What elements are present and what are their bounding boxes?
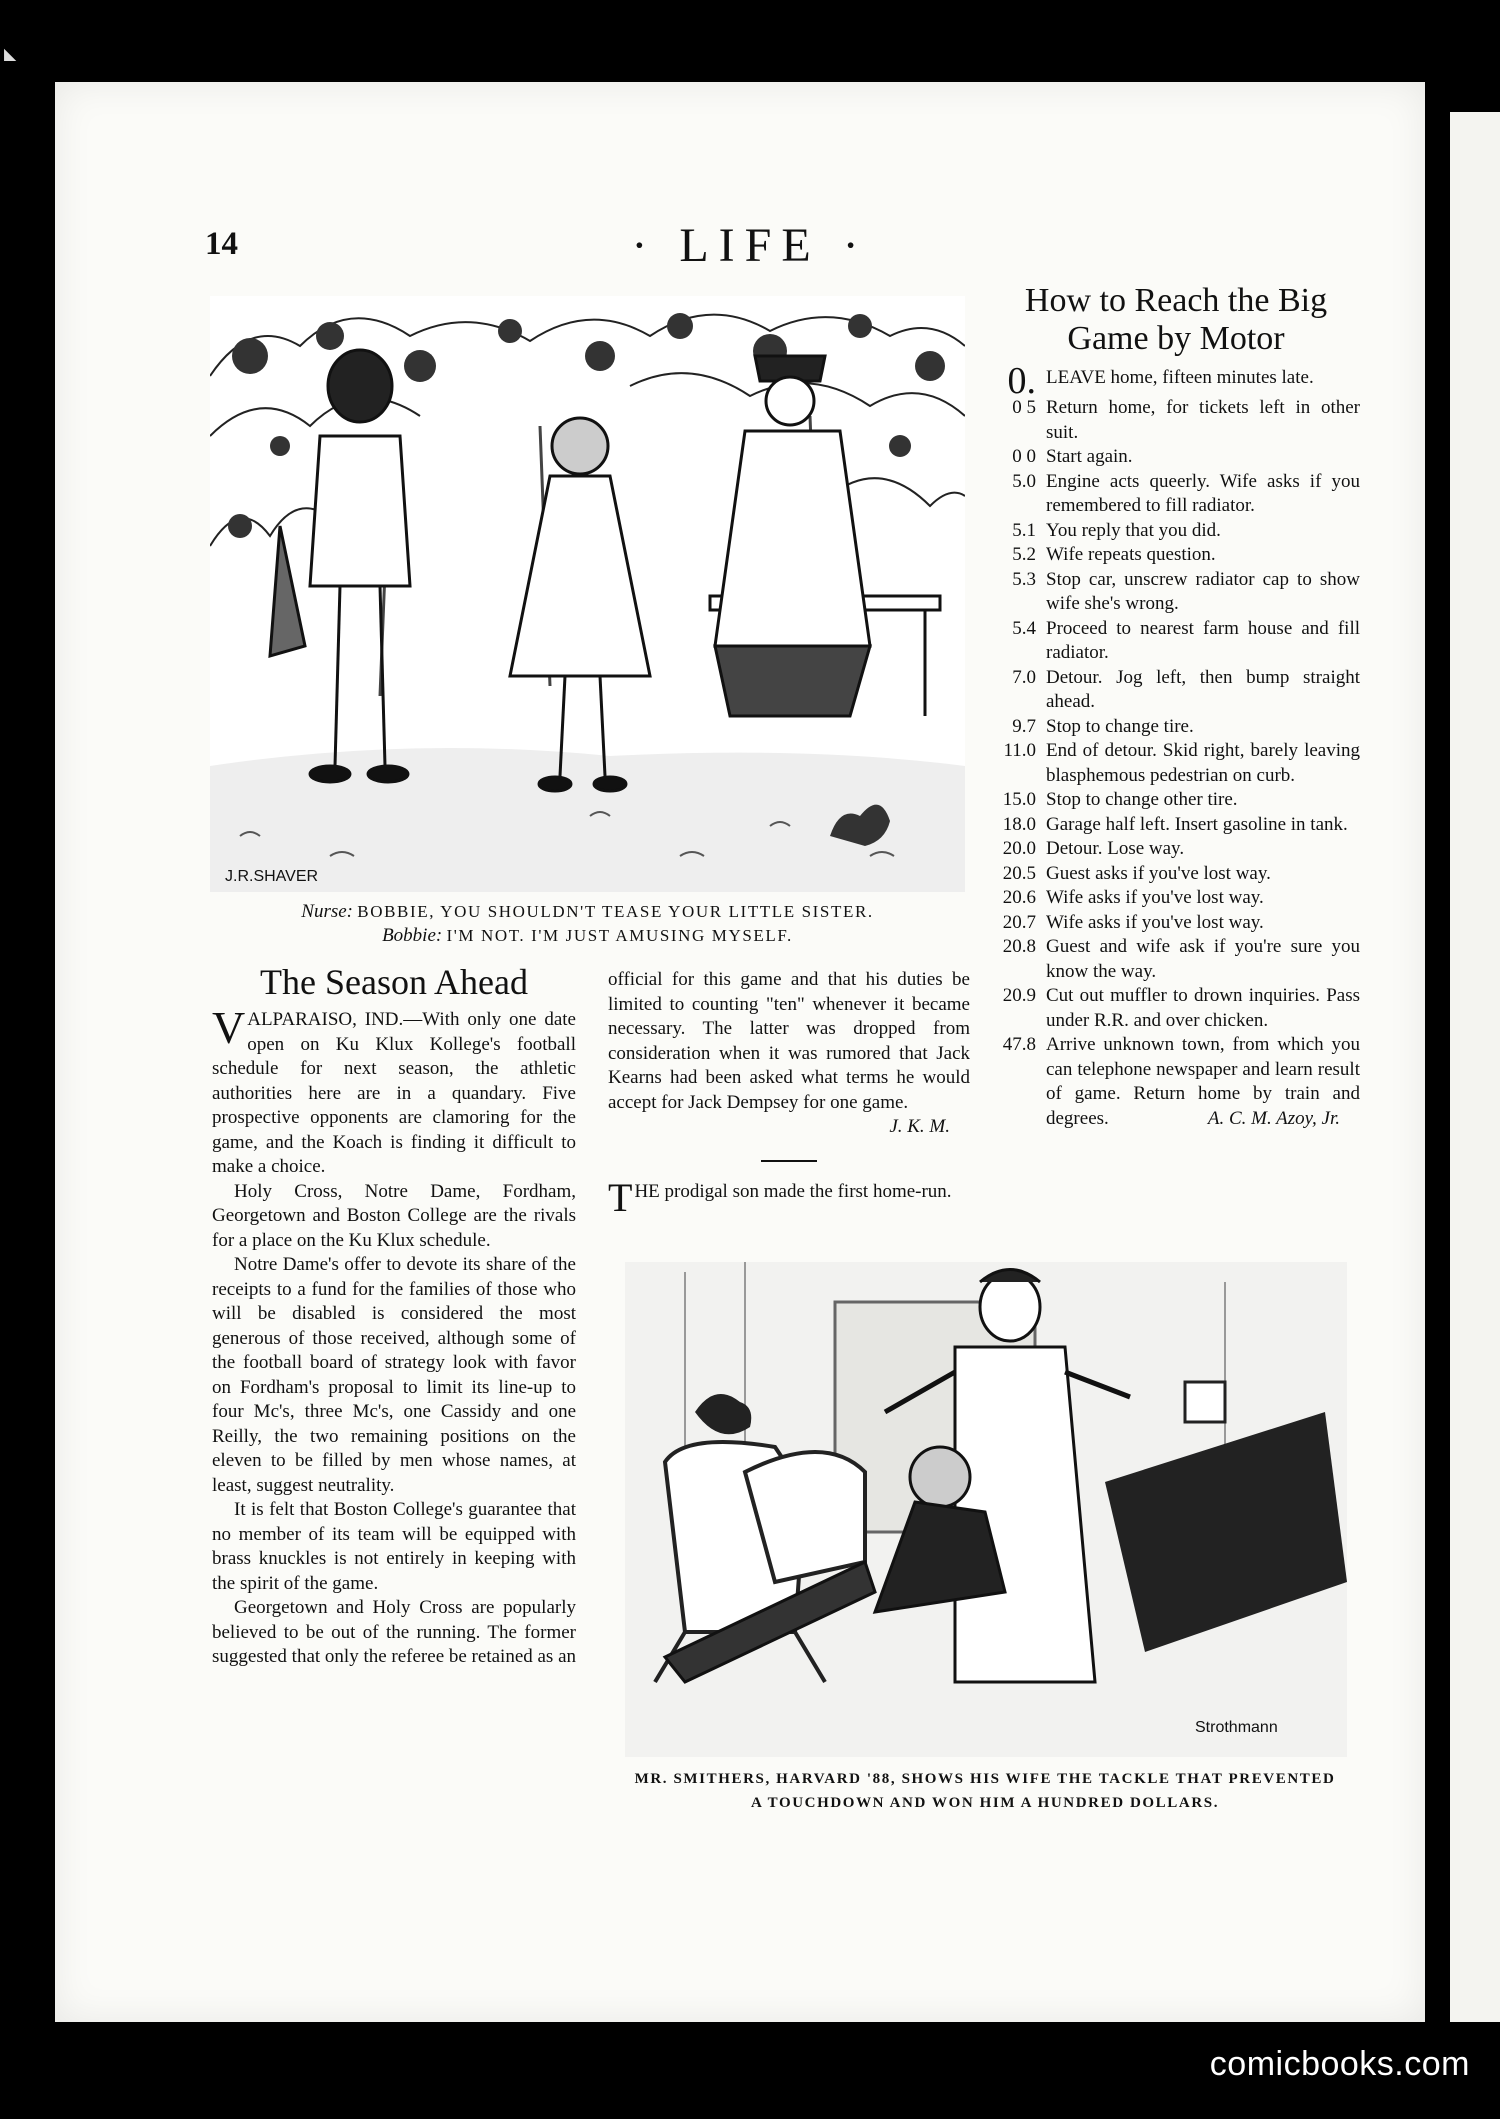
log-entry-text: Detour. Lose way.	[1046, 838, 1185, 859]
log-entry-text: Wife repeats question.	[1046, 544, 1216, 565]
article-paragraph: official for this game and that his duties be limited to counting "ten" whenever it became necessary. The latter was dropped from consideration when it was rumored that Jack Kearns had been asked what terms he would accept for Jack Dempsey for one game.	[608, 969, 970, 1113]
log-mileage: 20.8	[1002, 936, 1036, 957]
log-entry-text: Start again.	[1046, 446, 1133, 467]
log-mileage: 5.2	[1012, 544, 1036, 565]
log-mileage: 15.0	[1002, 789, 1036, 810]
article-paragraph: Holy Cross, Notre Dame, Fordham, Georgetown and Boston College are the rivals for a place on the Ku Klux schedule.	[212, 1180, 576, 1251]
caption-text-bobbie: I'M NOT. I'M JUST AMUSING MYSELF.	[446, 926, 793, 945]
season-ahead-article	[212, 956, 576, 1670]
log-entry-text: Stop to change other tire.	[1046, 789, 1238, 810]
caption-line-2	[210, 924, 965, 948]
article-paragraph: Notre Dame's offer to devote its share of the receipts to a fund for the families of those who will be disabled is considered the most generous of those received, although some of the football board of strategy look with favor on Fordham's proposal to limit its line-up to four Mc's, three Mc's, one Cassidy and one Reilly, the two remaining positions on the eleven to be filled by men whose names, at least, suggest neutrality.	[212, 1254, 576, 1496]
log-mileage: 9.7	[1012, 715, 1036, 737]
motor-article	[992, 282, 1360, 1132]
cartoon2-caption	[600, 1767, 1370, 1815]
log-entry-text: Arrive unknown town, from which you can telephone newspaper and learn result of game. Return home by train and degrees.	[1046, 1034, 1360, 1129]
drop-cap: T	[608, 1174, 633, 1220]
caption-speaker-nurse: Nurse:	[301, 901, 353, 922]
page-number: 14	[205, 226, 238, 262]
motor-signature: A. C. M. Azoy, Jr.	[1207, 1108, 1340, 1129]
motor-article-title: How to Reach the Big Game by Motor	[1024, 282, 1328, 357]
article-paragraph: Georgetown and Holy Cross are popularly believed to be out of the running. The former suggested that only the referee be retained as an	[212, 1597, 577, 1667]
next-page-edge	[1450, 112, 1500, 2022]
log-entry-text: Detour. Jog left, then bump straight ahead.	[1046, 666, 1360, 712]
log-entry-text: LEAVE home, fifteen minutes late.	[1046, 367, 1314, 388]
cartoon1-signature: J.R.SHAVER	[225, 868, 319, 885]
log-mileage: 11.0	[1003, 740, 1036, 761]
cartoon2-signature: Strothmann	[1195, 1719, 1278, 1736]
log-entry-text: End of detour. Skid right, barely leaving blasphemous pedestrian on curb.	[1046, 740, 1360, 786]
log-entry-text: Engine acts queerly. Wife asks if you remembered to fill radiator.	[1046, 470, 1360, 516]
park-cartoon-drawing	[210, 296, 965, 892]
scan-edge-mark: ◣	[4, 44, 17, 63]
log-entry-text: Return home, for tickets left in other suit.	[1046, 397, 1360, 443]
divider-rule	[761, 1160, 817, 1162]
season-ahead-continued	[608, 968, 970, 1220]
log-mileage: 0 5	[1012, 397, 1036, 418]
log-mileage: 5.3	[1012, 568, 1036, 590]
park-cartoon-illustration	[210, 296, 965, 892]
caption-line-1	[210, 900, 965, 924]
caption-speaker-bobbie: Bobbie:	[382, 925, 443, 946]
log-entry-text: Stop to change tire.	[1046, 715, 1194, 737]
article-paragraph: VALPARAISO, IND.—With only one date open on Ku Klux Kollege's football schedule for next season, the athletic authorities here are in a quandary. Five prospective opponents are clamoring for the game, and the Koach is finding it difficult to make a choice.	[212, 1002, 576, 1177]
cartoon1-caption	[210, 900, 965, 948]
log-mileage: 5.1	[1012, 519, 1036, 541]
masthead: · LIFE ·	[631, 219, 869, 272]
log-mileage: 20.6	[1002, 887, 1036, 908]
log-mileage: 20.9	[1002, 985, 1036, 1006]
mileage-log	[992, 360, 1360, 1131]
log-mileage: 20.5	[1002, 862, 1036, 884]
log-entry-text: You reply that you did.	[1046, 519, 1221, 541]
article-signature: J. K. M.	[889, 1116, 950, 1137]
log-entry-text: Wife asks if you've lost way.	[1046, 887, 1264, 908]
log-entry-text: Guest and wife ask if you're sure you know the way.	[1046, 936, 1360, 982]
log-entry-text: Wife asks if you've lost way.	[1046, 911, 1264, 933]
log-mileage: 0.	[1007, 360, 1036, 402]
prodigal-son-joke: THE prodigal son made the first home-run.	[608, 1174, 952, 1220]
log-mileage: 5.0	[1012, 470, 1036, 492]
log-entry-text: Garage half left. Insert gasoline in tank.	[1046, 813, 1348, 835]
log-mileage: 20.0	[1002, 838, 1036, 859]
drop-cap: V	[212, 1002, 246, 1053]
log-mileage: 18.0	[1002, 813, 1036, 835]
log-mileage: 7.0	[1012, 666, 1036, 688]
log-mileage: 47.8	[1002, 1034, 1036, 1055]
article-paragraph: It is felt that Boston College's guarantee that no member of its team will be equipped with brass knuckles is not entirely in keeping with the spirit of the game.	[212, 1499, 576, 1594]
log-mileage: 5.4	[1012, 617, 1036, 639]
log-mileage: 20.7	[1002, 911, 1036, 933]
tackle-cartoon-illustration	[625, 1262, 1347, 1757]
tackle-cartoon-drawing	[625, 1262, 1347, 1757]
log-entry-text: Stop car, unscrew radiator cap to show wife she's wrong.	[1046, 568, 1360, 614]
caption-text-nurse: BOBBIE, YOU SHOULDN'T TEASE YOUR LITTLE SISTER.	[357, 902, 874, 921]
log-entry-text: Cut out muffler to drown inquiries. Pass under R.R. and over chicken.	[1046, 985, 1360, 1031]
watermark: comicbooks.com	[1209, 2045, 1470, 2083]
article-title: The Season Ahead	[260, 962, 528, 1002]
caption2-line-2: A TOUCHDOWN AND WON HIM A HUNDRED DOLLARS.	[750, 1795, 1220, 1811]
log-mileage: 0 0	[1012, 446, 1036, 467]
log-entry-text: Proceed to nearest farm house and fill radiator.	[1046, 617, 1360, 663]
log-entry-text: Guest asks if you've lost way.	[1046, 862, 1271, 884]
caption2-line-1: MR. SMITHERS, HARVARD '88, SHOWS HIS WIFE THE TACKLE THAT PREVENTED	[634, 1771, 1336, 1787]
